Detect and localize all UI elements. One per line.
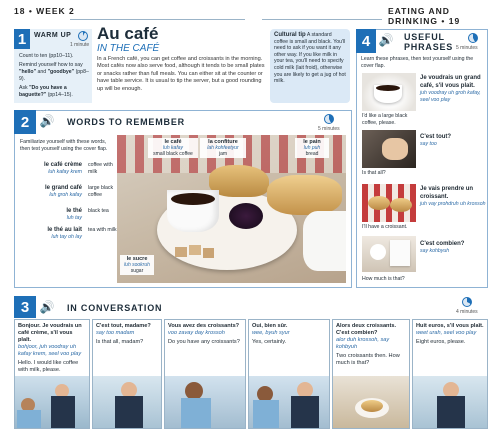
conversation-frame-3: Vous avez des croissants? voo zavay day krossoh Do you have any croissants? — [164, 319, 246, 429]
words-intro: Familiarize yourself with these words, then test yourself using the cover flap. — [20, 139, 108, 152]
warm-up-minutes: 1 minute — [70, 42, 90, 48]
hands-photo — [362, 130, 416, 168]
phrase-4[interactable]: C'est combien? say kohbyuh — [420, 241, 465, 254]
conversation-minutes: 4 minutes — [456, 309, 478, 315]
cultural-tip-panel — [270, 29, 350, 103]
phrase-4-translation: How much is that? — [362, 276, 405, 282]
useful-intro: Learn these phrases, then test yourself using the cover flap. — [361, 56, 474, 69]
warm-up-text: Count to ten (pp10–11). Remind yourself how to say "hello" and "goodbye" (pp8–9). Ask "Do you have a baguette?" (pp14–15). — [19, 53, 89, 98]
warm-up-panel — [14, 29, 92, 103]
cafe-intro-text: In a French café, you can get coffee and croissants in the morning. Most cafés now also serve food, although it tends to be small plates or snacks rather than full meals. You can either sit at the counter or have table service. It is usual to tip the server, but a good rounding up will be enough. — [97, 56, 265, 92]
cafe-title: Au café — [97, 24, 159, 43]
speaker-icon[interactable]: 🔊 — [39, 114, 55, 128]
section-number-3: 3 — [14, 296, 36, 318]
cafe-subtitle: IN THE CAFÉ — [97, 43, 160, 54]
timer-icon — [462, 297, 472, 307]
label-confiture: la confiture lah kohfeetyur jam — [200, 138, 246, 158]
receipt-photo — [362, 236, 416, 272]
jam-image — [229, 203, 263, 229]
croissants-photo — [362, 184, 416, 222]
section-number-2: 2 — [14, 110, 36, 134]
word-list — [20, 161, 120, 242]
timer-icon — [78, 31, 88, 41]
left-page-header: 18 • WEEK 2 — [14, 6, 75, 16]
coffee-cup-photo — [362, 73, 416, 111]
right-page-header: EATING AND DRINKING • 19 — [388, 6, 461, 26]
list-item[interactable]: le thé luh tay black tea — [66, 208, 109, 221]
label-cafe: le café luh kafay small black coffee — [148, 138, 198, 158]
croissant-image — [267, 175, 342, 215]
conversation-frame-6: Huit euros, s'il vous plaît. weet urah, seel voo play Eight euros, please. — [412, 319, 488, 429]
conversation-frame-1: Bonjour. Je voudrais un café crème, s'il vous plaît. bohjoor, juh voodray uh kafay krem, seel voo play Hello. I would like coffee with milk, please. — [14, 319, 90, 429]
phrase-3-translation: I'll have a croissant. — [362, 224, 408, 230]
useful-minutes: 5 minutes — [456, 45, 478, 51]
section-number-1: 1 — [14, 29, 30, 49]
speaker-icon[interactable]: 🔊 — [39, 300, 55, 314]
warm-up-title: WARM UP — [34, 32, 72, 39]
conversation-frame-2: C'est tout, madame? say too madam Is that all, madam? — [92, 319, 162, 429]
label-sucre: le sucre luh sookruh sugar — [120, 255, 154, 275]
speaker-icon[interactable]: 🔊 — [378, 33, 394, 47]
cultural-tip-text: A standard coffee is small and black. You'll need to ask if you want it any other way. If you like milk in your tea, you'll need to specify cold milk (lait froid), otherwise you are likely to get a jug of hot milk. — [274, 32, 346, 85]
phrase-2[interactable]: C'est tout? say too — [420, 134, 452, 147]
list-item[interactable]: le thé au lait luh tay oh lay tea with milk — [47, 227, 117, 240]
sugar-image — [175, 247, 187, 257]
phrase-1-translation: I'd like a large black coffee, please. — [362, 113, 408, 126]
phrase-2-translation: Is that all? — [362, 170, 386, 176]
phrase-3[interactable]: Je vais prendre un croissant. juh vay prohdruh uh krossoh — [420, 186, 486, 207]
cultural-tip-title: Cultural tip — [274, 32, 306, 38]
words-title: WORDS TO REMEMBER — [67, 117, 185, 127]
timer-icon — [468, 33, 478, 43]
list-item[interactable]: le café crème luh kafay krem coffee with milk — [43, 162, 113, 175]
conversation-title: IN CONVERSATION — [67, 303, 163, 313]
phrase-1[interactable]: Je voudrais un grand café, s'il vous plaît. juh voodray uh groh kafay, seel voo play — [420, 75, 481, 103]
list-item[interactable]: le grand café luh groh kafay large black coffee — [44, 185, 114, 198]
useful-phrases-title: USEFUL PHRASES — [404, 32, 454, 52]
words-minutes: 5 minutes — [318, 126, 340, 132]
section-number-4: 4 — [356, 29, 376, 53]
conversation-frame-4: Oui, bien sûr. wee, byuh syur Yes, certainly. — [248, 319, 330, 429]
label-pain: le pain luh puh bread — [295, 138, 329, 158]
timer-icon — [324, 114, 334, 124]
conversation-frame-5: Alors deux croissants. C'est combien? alor duh krossoh, say kohbyuh Two croissants then. How much is that? — [332, 319, 410, 429]
